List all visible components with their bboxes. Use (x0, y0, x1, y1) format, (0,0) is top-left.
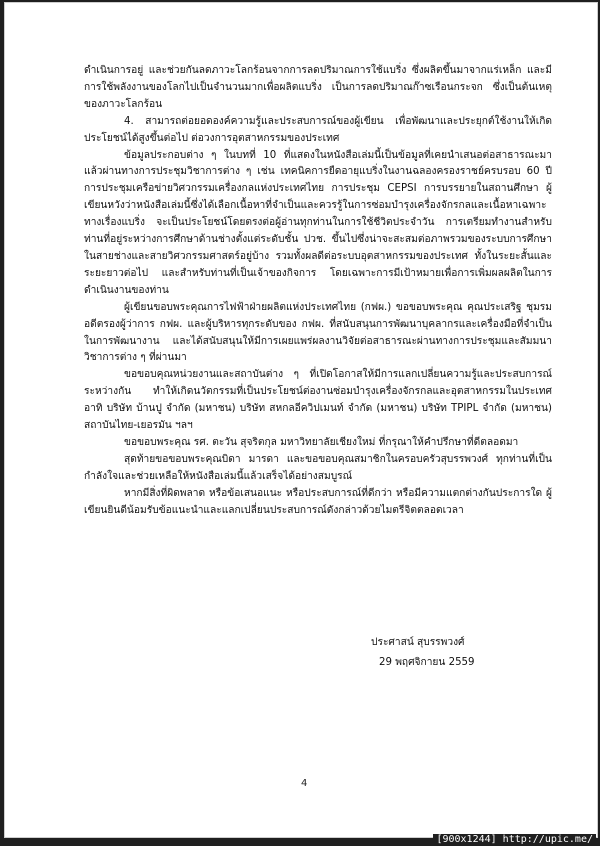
image-host-tag: [900x1244] http://upic.me/ (433, 834, 596, 846)
paragraph: หากมีสิ่งที่ผิดพลาด หรือข้อเสนอแนะ หรือประสบการณ์ที่ดีกว่า หรือมีความแตกต่างกันประการใด ผู้เขียนยินดีน้อมรับข้อแนะนำและแลกเปลี่ยนประสบการณ์ดังกล่าวด้วยไมตรีจิตตลอดเวลา (84, 487, 552, 516)
signature-date: 29 พฤศจิกายน 2559 (379, 657, 475, 668)
paragraph: ดำเนินการอยู่ และช่วยกันลดภาวะโลกร้อนจากการลดปริมาณการใช้แบริ่ง ซึ่งผลิตขึ้นมาจากแร่เหล็ก และมีการใช้พลังงานของโลกไปเป็นจำนวนมากเพื่อผลิตแบริ่ง เป็นการลดปริมาณก๊าซเรือนกระจก ซึ่งเป็นต้นเหตุของภาวะโลกร้อน (84, 65, 552, 110)
paragraph: สุดท้ายขอขอบพระคุณบิดา มารดา และขอขอบคุณสมาชิกในครอบครัวสุบรรพวงศ์ ทุกท่านที่เป็นกำลังใจและช่วยเหลือให้หนังสือเล่มนี้แล้วเสร็จได้อย่างสมบูรณ์ (84, 453, 552, 482)
page-number: 4 (301, 778, 308, 789)
paragraph: ขอขอบพระคุณ รศ. ตะวัน สุจริตกุล มหาวิทยาลัยเชียงใหม่ ที่กรุณาให้คำปรึกษาที่ดีตลอดมา (124, 436, 519, 448)
paragraph: ข้อมูลประกอบต่าง ๆ ในบทที่ 10 ที่แสดงในหนังสือเล่มนี้เป็นข้อมูลที่เคยนำเสนอต่อสาธารณะมาแล้วผ่านทางการประชุมวิชาการต่าง ๆ เช่น เทคนิคการยืดอายุแบริ่งในงานฉลองครองราชย์ครบรอบ 60 ปี การประชุมเครือข่ายวิศวกรรมเครื่องกลแห่งประเทศไทย การประชุม CEPSI การบรรยายในสถานศึกษา ผู้เขียนหวังว่าหนังสือเล่มนี้ซึ่งได้เลือกเนื้อหาที่จำเป็นและควรรู้ในการซ่อมบำรุงเครื่องจักรกลและเนื้อหาเฉพาะทางเรื่องแบริ่ง จะเป็นประโยชน์โดยตรงต่อผู้อ่านทุกท่านในการใช้ชีวิตประจำวัน การเตรียมทำงานสำหรับท่านที่อยู่ระหว่างการศึกษาด้านช่างตั้งแต่ระดับชั้น ปวช. ขึ้นไปซึ่งน่าจะสะสมต่อภาพรวมของระบบการศึกษาในสายช่างและสายวิศวกรรมศาสตร์อยู่บ้าง รวมทั้งผลดีต่อระบบอุตสาหกรรมของประเทศ ทั้งในระยะสั้นและระยะยาวต่อไป และสำหรับท่านที่เป็นเจ้าของกิจการ โดยเฉพาะการมีเป้าหมายเพื่อการเพิ่มผลผลิตในการดำเนินงานของท่าน (84, 149, 552, 296)
paragraph: ผู้เขียนขอบพระคุณการไฟฟ้าฝ่ายผลิตแห่งประเทศไทย (กฟผ.) ขอขอบพระคุณ คุณประเสริฐ ชุมรม อดีตรองผู้ว่าการ กฟผ. และผู้บริหารทุกระดับของ กฟผ. ที่สนับสนุนการพัฒนาบุคลากรและเครื่องมือที่จำเป็นในการพัฒนางาน และได้สนับสนุนให้มีการเผยแพร่ผลงานวิจัยต่อสาธารณะผ่านทางการประชุมและสัมมนาวิชาการต่าง ๆ ที่ผ่านมา (84, 301, 552, 364)
paragraph: 4. สามารถต่อยอดองค์ความรู้และประสบการณ์ของผู้เขียน เพื่อพัฒนาและประยุกต์ใช้งานให้เกิดประโยชน์ได้สูงขึ้นต่อไป ต่อวงการอุตสาหกรรมของประเทศ (84, 115, 552, 144)
author-name: ประศาสน์ สุบรรพวงศ์ (371, 637, 465, 648)
body-text (84, 63, 552, 519)
paragraph: ขอขอบคุณหน่วยงานและสถาบันต่าง ๆ ที่เปิดโอกาสให้มีการแลกเปลี่ยนความรู้และประสบการณ์ระหว่างกัน ทำให้เกิดนวัตกรรมที่เป็นประโยชน์ต่องานซ่อมบำรุงเครื่องจักรกลและอุตสาหกรรมในประเทศ อาทิ บริษัท บ้านปู จำกัด (มหาชน) บริษัท สหกลอีควิปเมนท์ จำกัด (มหาชน) บริษัท TPIPL จำกัด (มหาชน) สถาบันไทย-เยอรมัน ฯลฯ (84, 369, 552, 432)
document-page (4, 2, 598, 838)
